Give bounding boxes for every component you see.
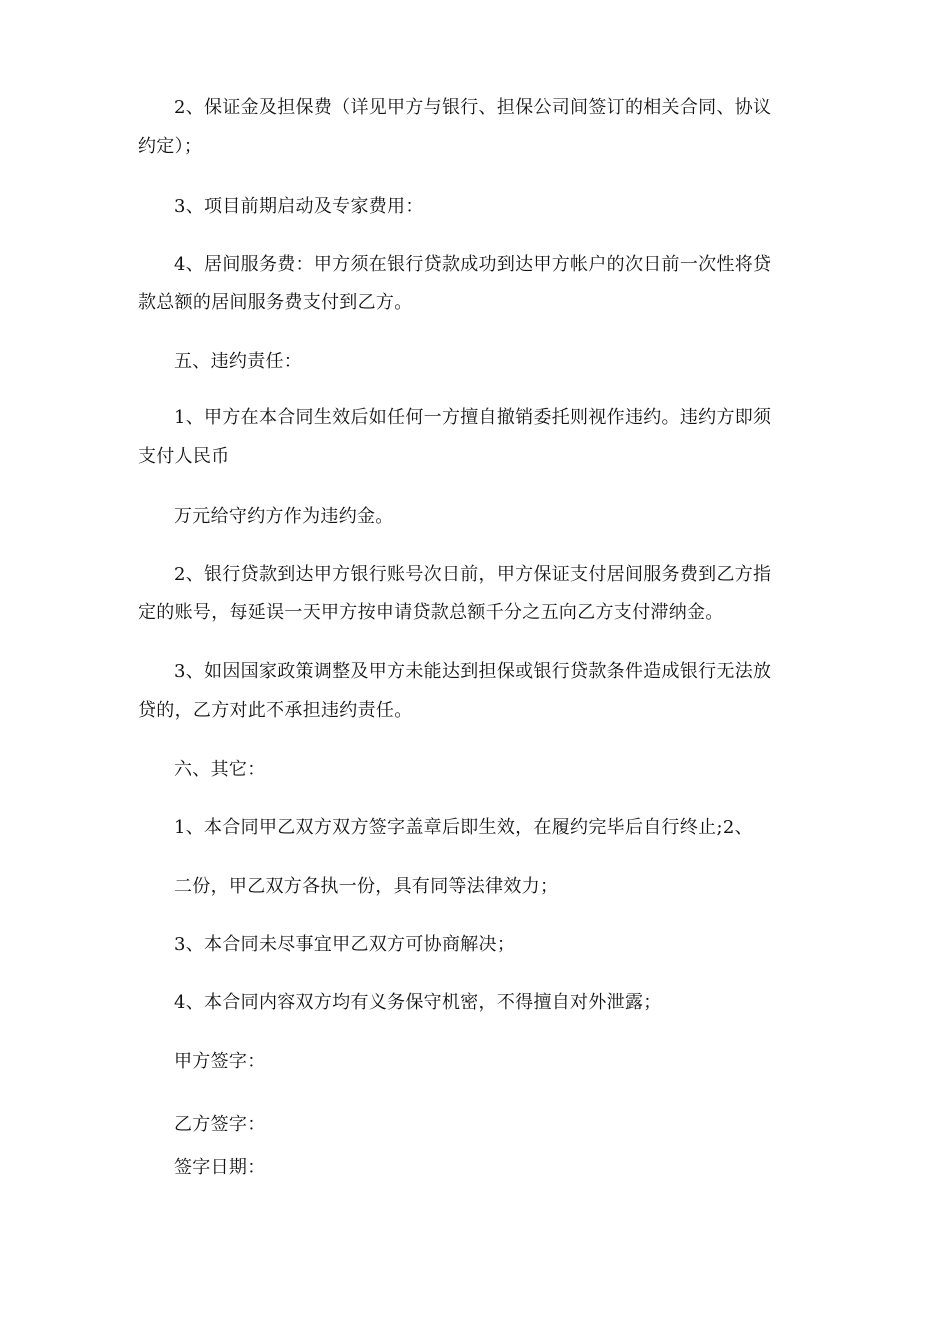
- party-b-signature: 乙方签字：: [174, 1114, 266, 1135]
- clause-5-1-line-1: 1、甲方在本合同生效后如任何一方擅自撤销委托则视作违约。违约方即须: [174, 407, 772, 428]
- clause-5-1-line-2: 支付人民币: [138, 446, 230, 467]
- section-5-heading: 五、违约责任：: [174, 351, 303, 372]
- clause-4-3: 3、项目前期启动及专家费用：: [174, 196, 424, 217]
- clause-4-4-line-1: 4、居间服务费：甲方须在银行贷款成功到达甲方帐户的次日前一次性将贷: [174, 254, 772, 275]
- clause-6-4: 4、本合同内容双方均有义务保守机密，不得擅自对外泄露；: [174, 992, 662, 1013]
- clause-6-1: 1、本合同甲乙双方双方签字盖章后即生效，在履约完毕后自行终止;2、: [174, 817, 753, 838]
- clause-4-2-line-1: 2、保证金及担保费（详见甲方与银行、担保公司间签订的相关合同、协议: [174, 97, 772, 118]
- clause-5-2-line-1: 2、银行贷款到达甲方银行账号次日前，甲方保证支付居间服务费到乙方指: [174, 564, 772, 585]
- section-6-heading: 六、其它：: [174, 759, 266, 780]
- clause-5-3-line-1: 3、如因国家政策调整及甲方未能达到担保或银行贷款条件造成银行无法放: [174, 661, 772, 682]
- party-a-signature: 甲方签字：: [174, 1051, 266, 1072]
- clause-4-2-line-2: 约定）；: [138, 136, 203, 157]
- clause-5-3-line-2: 贷的，乙方对此不承担违约责任。: [138, 700, 413, 721]
- clause-4-4-line-2: 款总额的居间服务费支付到乙方。: [138, 292, 413, 313]
- clause-6-3: 3、本合同未尽事宜甲乙双方可协商解决；: [174, 934, 516, 955]
- clause-5-2-line-2: 定的账号，每延误一天甲方按申请贷款总额千分之五向乙方支付滞纳金。: [138, 602, 724, 623]
- clause-5-1-line-3: 万元给守约方作为违约金。: [174, 506, 394, 527]
- signature-date: 签字日期：: [174, 1157, 266, 1178]
- clause-6-2: 二份，甲乙双方各执一份，具有同等法律效力；: [174, 876, 559, 897]
